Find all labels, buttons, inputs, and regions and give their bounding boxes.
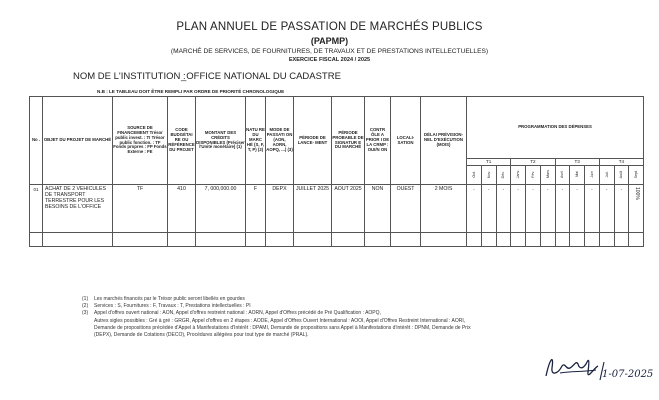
header-delai: DÉLAI PRÉVISION- NEL D'EXÉCUTION (MOIS) <box>421 97 467 185</box>
institution-label: NOM DE L'INSTITUTION : <box>73 71 186 82</box>
institution-name: _OFFICE NATIONAL DU CADASTRE <box>181 71 341 82</box>
month-cell: - <box>585 185 600 233</box>
row-source: TF <box>113 185 168 233</box>
month-header: Mars <box>540 166 555 185</box>
document-subtitle: (MARCHÉ DE SERVICES, DE FOURNITURES, DE TRAVAUX ET DE PRESTATIONS INTELLECTUELLES) <box>170 48 489 55</box>
row-controle: NON <box>365 185 391 233</box>
month-header: Nov. <box>481 166 496 185</box>
header-no: No . <box>30 97 43 185</box>
row-no <box>30 233 43 247</box>
trimester-label: T4 <box>599 159 643 166</box>
footnote: (1) Les marchés financés par le Trésor public seront libellés en gourdes <box>82 296 245 302</box>
header-periode-lancement: PÉRIODE DE LANCE- MENT <box>294 97 332 185</box>
header-controle: CONTR ÔLE A PRIOR I DE LA CRMP : OUI/N ON <box>365 97 391 185</box>
month-header: Janv. <box>511 166 526 185</box>
month-header: Sept. <box>629 166 644 185</box>
month-cell <box>570 233 585 247</box>
row-code: 410 <box>168 185 196 233</box>
fiscal-year: EXERCICE FISCAL 2024 / 2025 <box>288 57 371 63</box>
month-header: Juil. <box>599 166 614 185</box>
month-cell: - <box>599 185 614 233</box>
row-periode-signature: AOUT 2025 <box>332 185 365 233</box>
month-header: Avril <box>555 166 570 185</box>
month-cell <box>481 233 496 247</box>
header-periode-signature: PÉRIODE PROBABLE DE SIGNATUR E DU MARCHÉ <box>332 97 365 185</box>
row-localisation <box>391 233 421 247</box>
row-code <box>168 233 196 247</box>
month-cell: - <box>467 185 482 233</box>
header-montant: MONTANT DES CRÉDITS DISPONIBLES (Préciser l'Unité monétaire) (1) <box>196 97 246 185</box>
footnotes <box>82 296 622 339</box>
row-montant <box>196 233 246 247</box>
month-cell <box>599 233 614 247</box>
month-cell <box>540 233 555 247</box>
header-row <box>30 97 644 159</box>
month-cell <box>614 233 629 247</box>
month-cell: - <box>570 185 585 233</box>
header-mode: MODE DE PASSATI ON (AON, AORN, AOPQ, ...) (3) <box>266 97 294 185</box>
trimester-label: T3 <box>555 159 599 166</box>
row-mode <box>266 233 294 247</box>
document-acronym: (PAPMP) <box>310 36 349 46</box>
month-cell <box>555 233 570 247</box>
footnote: (2) Services : S, Fournitures : F, Travaux : T, Prestations intellectuelles : PI <box>82 303 251 310</box>
header-programmation: PROGRAMMATION DES DÉPENSES <box>467 97 644 159</box>
month-cell <box>629 233 644 247</box>
chronological-note: N.B : LE TABLEAU DOIT ÊTRE REMPLI PAR ORDRE DE PRIORITÉ CHRONOLOGIQUE <box>97 89 285 94</box>
month-header: Août <box>614 166 629 185</box>
header-nature: NATU RE DU MARC HÉ (S, F, T, P) (2) <box>246 97 266 185</box>
month-cell <box>585 233 600 247</box>
row-montant: 7, 000,000.00 <box>196 185 246 233</box>
row-no: 01 <box>30 185 43 233</box>
row-objet: ACHAT DE 2 VEHICULES DE TRANSPORT TERRESTRE POUR LES BESOINS DE L'OFFICE <box>43 185 113 233</box>
signature-date: 1-07-2025 <box>602 369 654 380</box>
header-source: SOURCE DE FINANCEMENT Trésor public invest. : TI Trésor public fonction. : TF Fonds propres : FP Fonds Externe : FE <box>113 97 168 185</box>
month-header: Fév. <box>526 166 541 185</box>
footnote: Autres sigles possibles : Gré à gré : GRGR, Appel d'offres en 2 étapes : AODE, Appel d'Offres Ouvert International : AOOI, Appel d'Offres Restreint International : AORI, <box>94 317 466 324</box>
month-header: Mai <box>570 166 585 185</box>
month-cell <box>511 233 526 247</box>
month-cell: - <box>540 185 555 233</box>
row-nature <box>246 233 266 247</box>
footnote: (3) Appel d'offres ouvert national : AON, Appel d'offres restreint national : AORN, Appel d'Offres précédé de Pré Qualification : AOPQ, <box>82 310 381 317</box>
row-nature: F <box>246 185 266 233</box>
row-localisation: OUEST <box>391 185 421 233</box>
row-periode-signature <box>332 233 365 247</box>
header-code: CODE BUDGÉTAI RE OU RÉFÉRENCE DU PROJET <box>168 97 196 185</box>
row-periode-lancement: JUILLET 2025 <box>294 185 332 233</box>
row-periode-lancement <box>294 233 332 247</box>
row-mode: DEPX <box>266 185 294 233</box>
document-title: PLAN ANNUEL DE PASSATION DE MARCHÉS PUBLICS <box>176 21 483 33</box>
table-row <box>30 233 644 247</box>
month-cell: - <box>511 185 526 233</box>
month-cell: 100% <box>629 185 644 233</box>
month-cell: - <box>496 185 511 233</box>
handwritten-signature <box>538 346 654 386</box>
row-controle <box>365 233 391 247</box>
footnote: (DEPX), Demande de Cotations (DECO), Procédures allégées pour tout type de marché (PRAL). <box>94 332 309 339</box>
row-objet <box>43 233 113 247</box>
trimester-label: T1 <box>467 159 511 166</box>
month-cell <box>496 233 511 247</box>
row-source <box>113 233 168 247</box>
month-header: Oct. <box>467 166 482 185</box>
month-cell: - <box>555 185 570 233</box>
header-objet: OBJET DU PROJET DE MARCHÉ <box>43 97 113 185</box>
footnote: Demande de propositions précédée d'Appel à Manifestations d'Intérêt : DPAMI, Demande de propositions sans Appel à Manifestations d'intérêt : DPNM, Demande de Prix <box>94 324 471 331</box>
month-cell: - <box>526 185 541 233</box>
month-cell <box>526 233 541 247</box>
signature-scribble <box>538 346 654 386</box>
procurement-table <box>29 96 644 247</box>
header-localisation: LOCALI- SATION <box>391 97 421 185</box>
row-delai: 2 MOIS <box>421 185 467 233</box>
trimester-label: T2 <box>511 159 555 166</box>
month-header: Déc. <box>496 166 511 185</box>
row-delai <box>421 233 467 247</box>
table-row <box>30 185 644 233</box>
month-header: Juin <box>585 166 600 185</box>
month-cell: - <box>614 185 629 233</box>
month-cell <box>467 233 482 247</box>
month-cell: - <box>481 185 496 233</box>
